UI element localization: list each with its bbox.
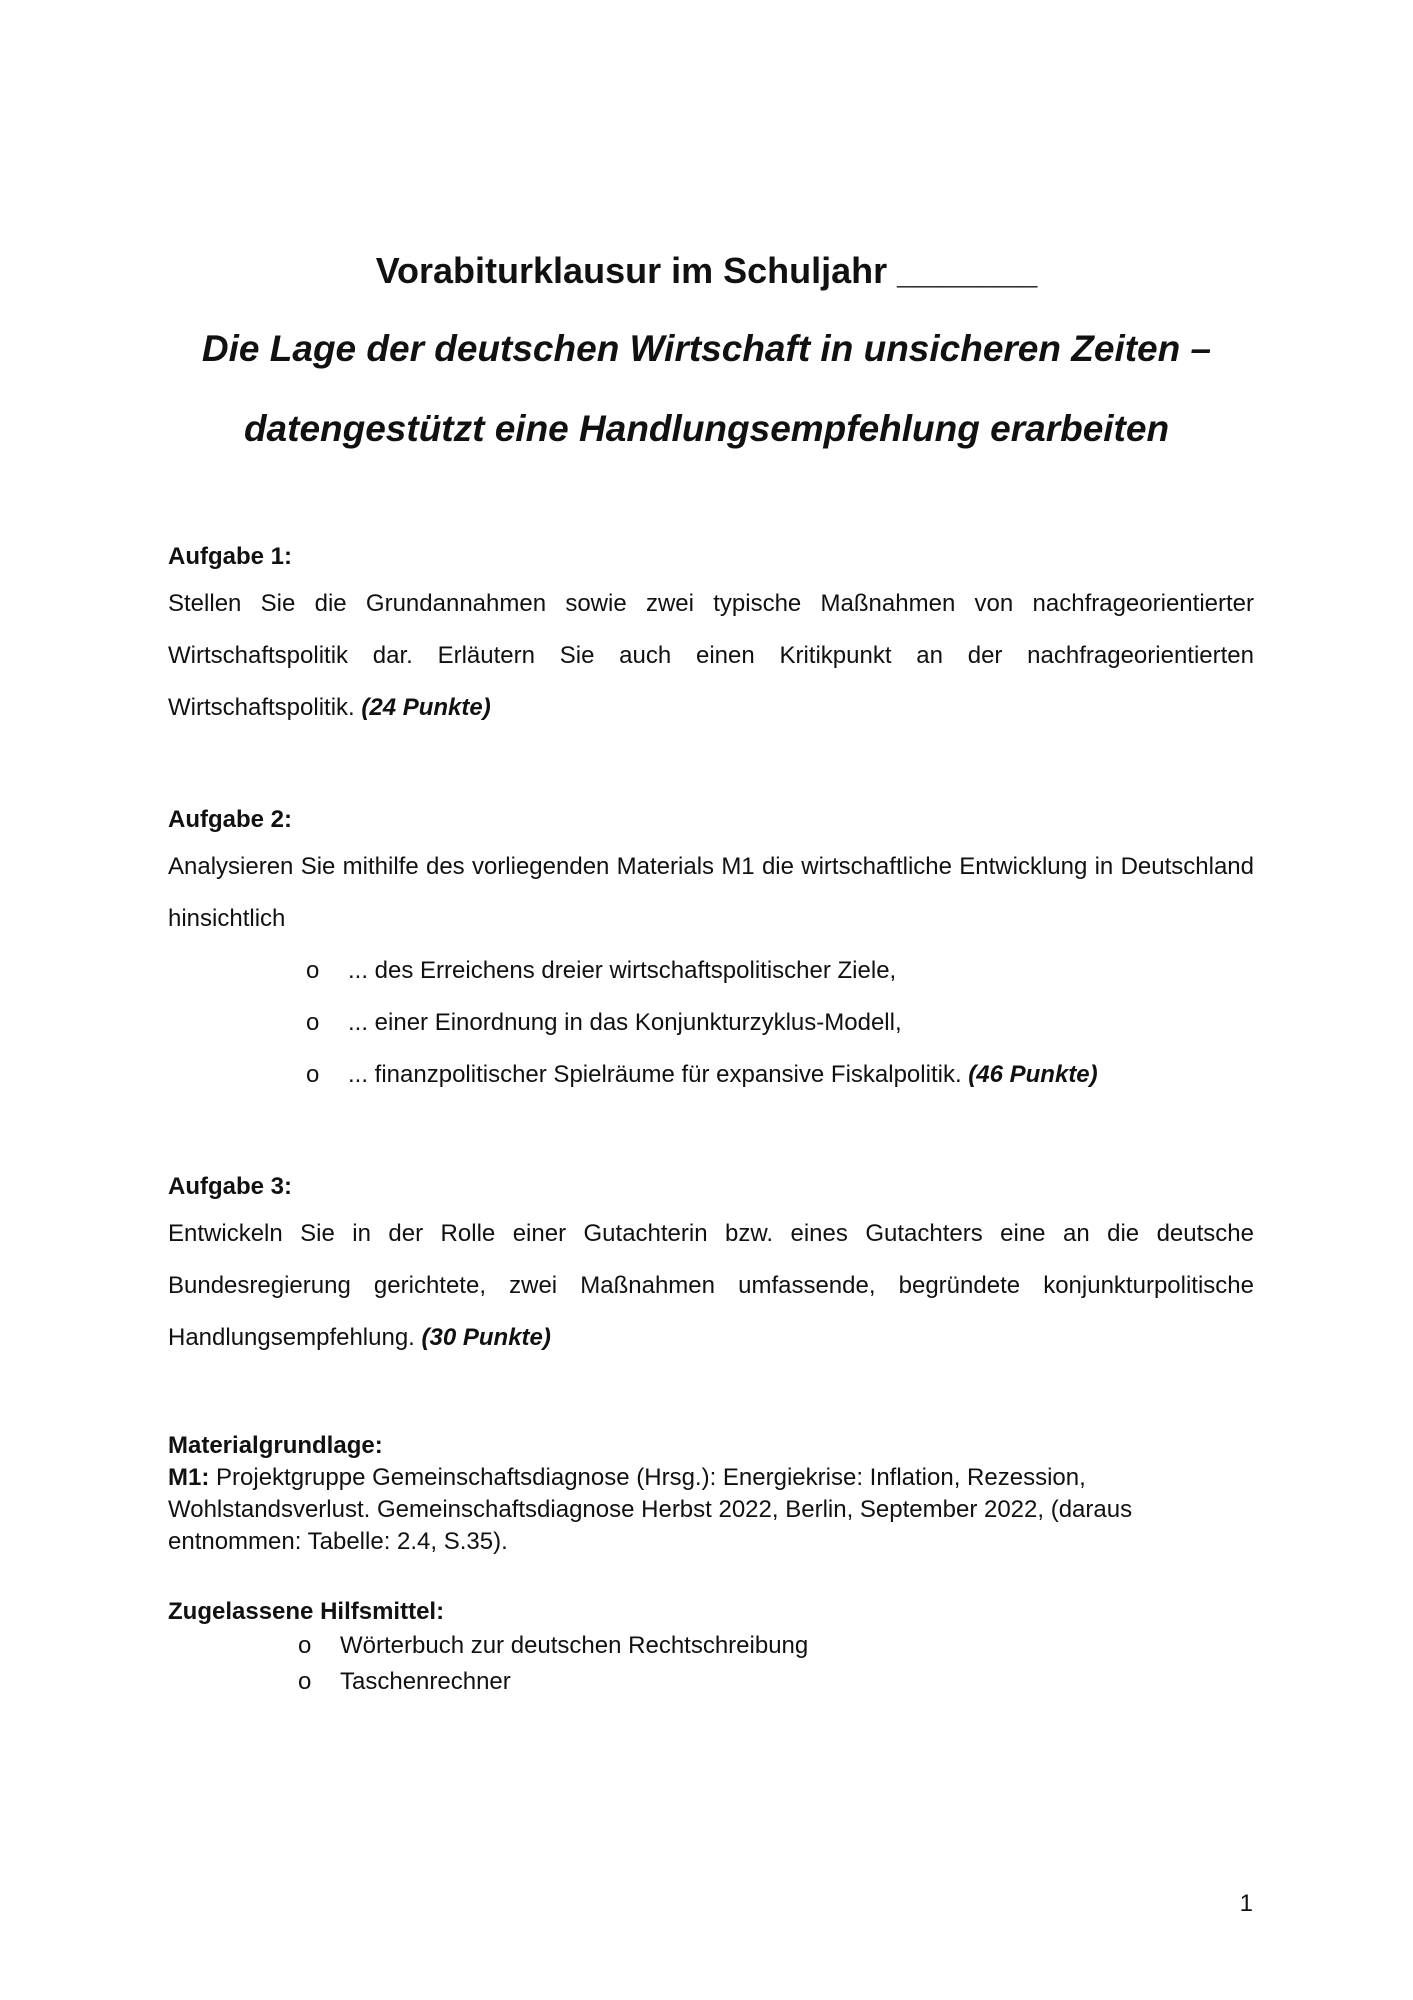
task-3-section <box>168 1172 1254 1364</box>
aids-item-text: Wörterbuch zur deutschen Rechtschreibung <box>340 1632 809 1659</box>
aids-item-2 <box>168 1664 1254 1700</box>
aids-section <box>168 1596 1254 1700</box>
task-1-heading: Aufgabe 1: <box>168 543 293 570</box>
task-3-points: (30 Punkte) <box>421 1324 551 1351</box>
aids-list <box>168 1628 1254 1700</box>
task-3-heading: Aufgabe 3: <box>168 1173 293 1200</box>
task-2-bullet-2 <box>168 997 1254 1049</box>
task-3-text <box>168 1208 1254 1364</box>
task-2-bullet-3 <box>168 1049 1254 1101</box>
page-number: 1 <box>1239 1890 1253 1917</box>
bullet-text: ... einer Einordnung in das Konjunkturzyklus-Modell, <box>348 1009 902 1036</box>
aids-item-text: Taschenrechner <box>340 1668 511 1695</box>
materials-m1-label: M1: <box>168 1464 210 1491</box>
task-2-section <box>168 805 1254 1101</box>
bullet-mark: o <box>306 957 320 984</box>
task-2-points: (46 Punkte) <box>968 1061 1098 1088</box>
page-title: Vorabiturklausur im Schuljahr _______ <box>375 250 1038 291</box>
task-3-body: Entwickeln Sie in der Rolle einer Gutachterin bzw. eines Gutachters eine an die deutsche Bundesregierung gerichtete, zwei Maßnahmen umfassende, begründete konjunkturpolitische Handlungsempfehlung. <box>168 1220 1254 1351</box>
bullet-text: ... finanzpolitischer Spielräume für expansive Fiskalpolitik. <box>348 1061 962 1088</box>
bullet-mark: o <box>298 1668 312 1695</box>
bullet-text: ... des Erreichens dreier wirtschaftspolitischer Ziele, <box>348 957 897 984</box>
task-1-section <box>168 542 1254 734</box>
bullet-mark: o <box>306 1061 320 1088</box>
aids-heading: Zugelassene Hilfsmittel: <box>168 1598 445 1625</box>
task-2-text: Analysieren Sie mithilfe des vorliegenden Materials M1 die wirtschaftliche Entwicklung in Deutschland hinsichtlich <box>168 853 1254 932</box>
task-1-points: (24 Punkte) <box>361 694 491 721</box>
materials-m1 <box>168 1462 1254 1558</box>
page-subtitle-line-1: Die Lage der deutschen Wirtschaft in unsicheren Zeiten – <box>201 328 1212 369</box>
page-subtitle-line-2: datengestützt eine Handlungsempfehlung erarbeiten <box>243 408 1170 449</box>
materials-heading: Materialgrundlage: <box>168 1432 383 1459</box>
task-2-bullet-list <box>168 945 1254 1101</box>
bullet-mark: o <box>298 1632 312 1659</box>
task-1-text <box>168 578 1254 734</box>
aids-item-1 <box>168 1628 1254 1664</box>
materials-m1-text: Projektgruppe Gemeinschaftsdiagnose (Hrsg.): Energiekrise: Inflation, Rezession, Wohlstandsverlust. Gemeinschaftsdiagnose Herbst 2022, Berlin, September 2022, (daraus entnommen: Tabelle: 2.4, S.35). <box>168 1464 1133 1555</box>
materials-section <box>168 1430 1254 1558</box>
bullet-mark: o <box>306 1009 320 1036</box>
task-2-heading: Aufgabe 2: <box>168 806 293 833</box>
task-2-bullet-1 <box>168 945 1254 997</box>
task-1-body: Stellen Sie die Grundannahmen sowie zwei typische Maßnahmen von nachfrageorientierter Wirtschaftspolitik dar. Erläutern Sie auch einen Kritikpunkt an der nachfrageorientierten Wirtschaftspolitik. <box>168 590 1254 721</box>
